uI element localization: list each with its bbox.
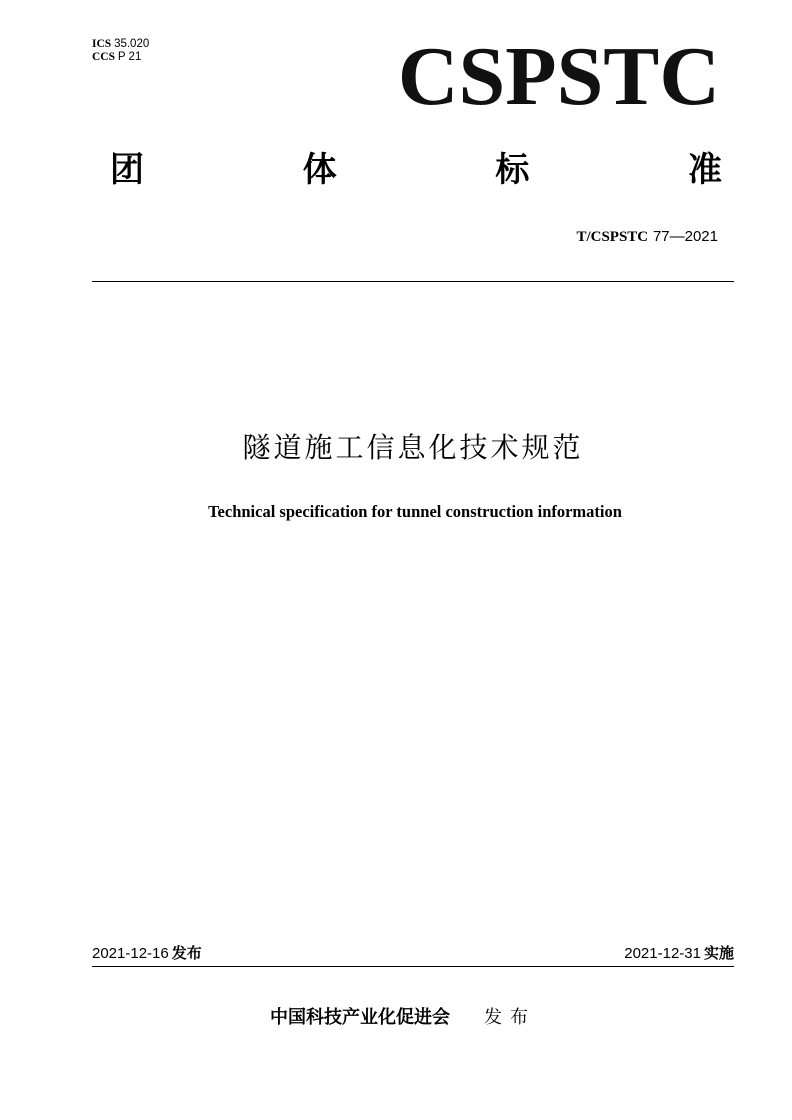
standard-type-char-4: 准 xyxy=(687,150,722,190)
implementation-date: 2021-12-31 xyxy=(624,945,701,962)
header-divider xyxy=(92,281,734,282)
ics-code: 35.020 xyxy=(114,38,150,50)
standard-type-heading xyxy=(110,148,722,192)
implementation-label: 实施 xyxy=(703,944,734,962)
classification-codes xyxy=(92,38,149,64)
publisher-verb: 发布 xyxy=(484,1007,536,1028)
standard-type-char-1: 团 xyxy=(110,150,144,190)
implementation-date-line xyxy=(624,943,734,964)
ics-label: ICS xyxy=(92,38,112,50)
standard-number-digits: 77—2021 xyxy=(652,228,718,245)
ccs-label: CCS xyxy=(92,51,116,63)
footer-divider xyxy=(92,966,734,967)
issue-date-line xyxy=(92,943,202,964)
ccs-row xyxy=(92,51,149,64)
ics-row xyxy=(92,38,149,51)
cspstc-logo: CSPSTC xyxy=(397,30,720,123)
issue-label: 发布 xyxy=(171,944,202,962)
issue-date: 2021-12-16 xyxy=(92,945,169,962)
title-chinese: 隧道施工信息化技术规范 xyxy=(242,431,584,464)
ccs-code: P 21 xyxy=(117,51,142,63)
title-english: Technical specification for tunnel construction information xyxy=(208,502,622,521)
standard-type-char-2: 体 xyxy=(302,150,337,190)
standard-number-prefix: T/CSPSTC xyxy=(576,229,649,245)
standard-number xyxy=(576,226,718,247)
publisher-name: 中国科技产业化促进会 xyxy=(270,1007,450,1028)
publisher-line xyxy=(270,1006,536,1030)
standard-type-char-3: 标 xyxy=(495,150,530,190)
